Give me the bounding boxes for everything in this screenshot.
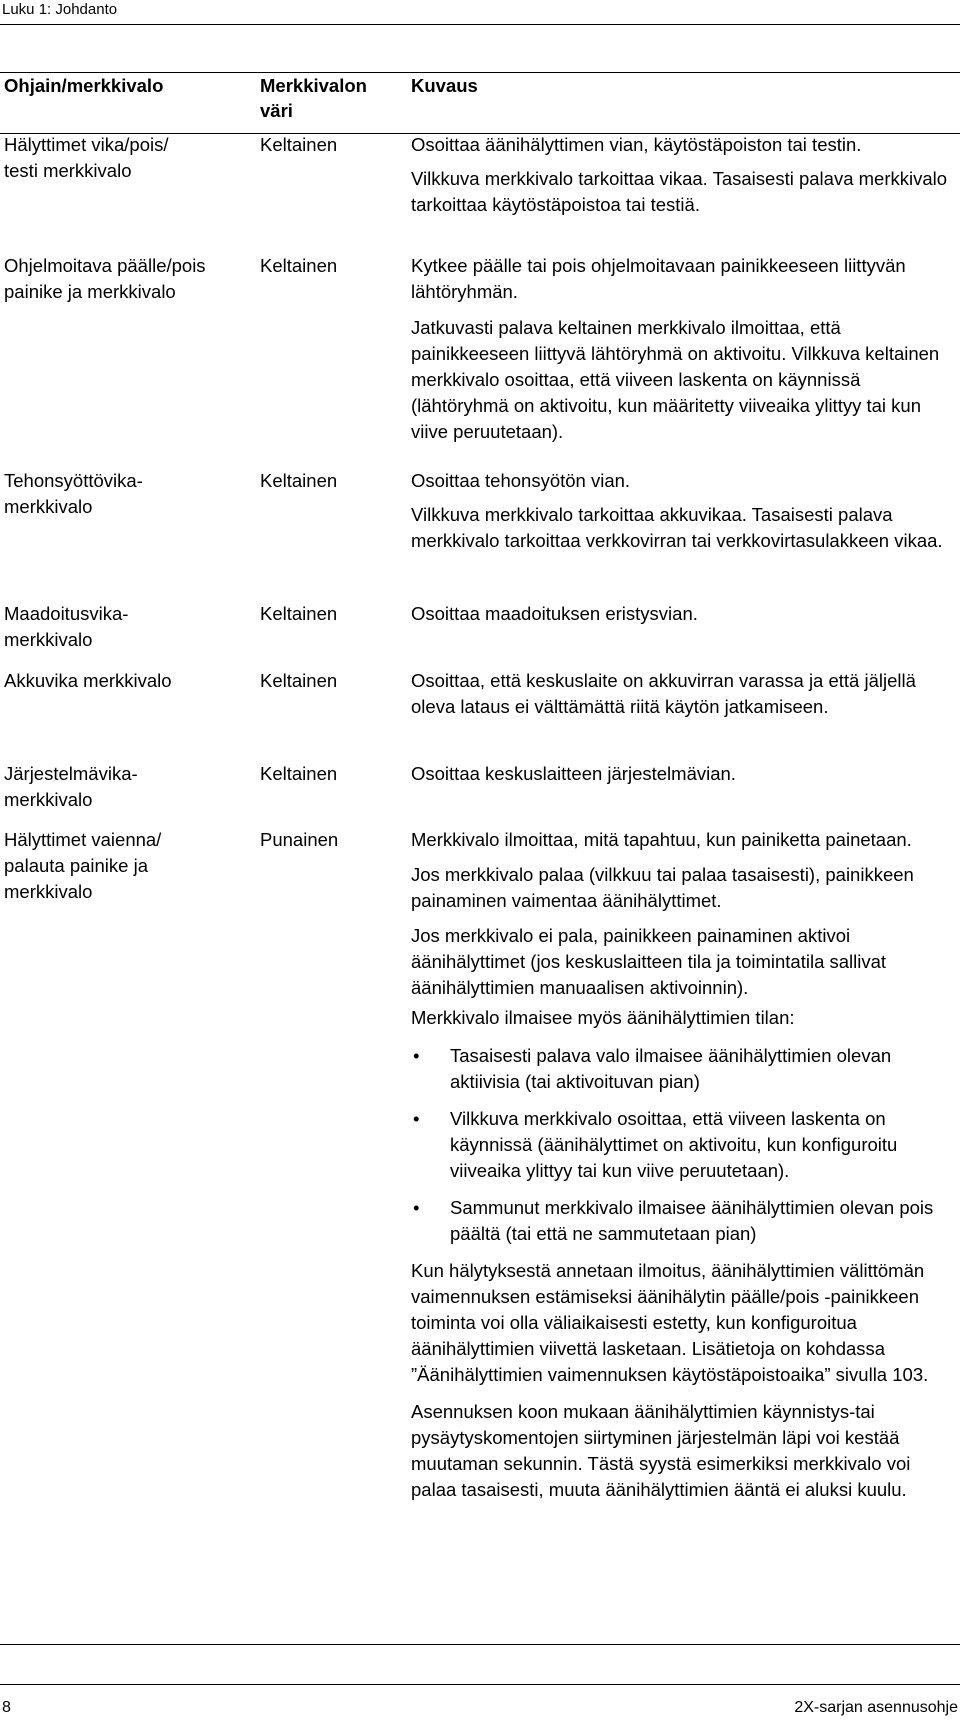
description-paragraph: Jos merkkivalo ei pala, painikkeen painaminen aktivoi äänihälyttimet (jos keskuslaitteen tila ja toimintatila sallivat äänihälyttimien manuaalisen aktivoinnin).: [411, 925, 887, 998]
description-paragraph: Jos merkkivalo palaa (vilkkuu tai palaa tasaisesti), painikkeen painaminen vaimentaa äänihälyttimet.: [411, 864, 914, 911]
list-item-text: Vilkkuva merkkivalo osoittaa, että viiveen laskenta on käynnissä (äänihälyttimet on aktivoitu, kun konfiguroitu viiveaika ylittyy tai kun viive peruutetaan).: [450, 1108, 898, 1181]
description-paragraph: Jatkuvasti palava keltainen merkkivalo ilmoittaa, että painikkeeseen liittyvä lähtöryhmä on aktivoitu. Vilkkuva keltainen merkkivalo osoittaa, että viiveen laskenta on käynnissä (lähtöryhmä on aktivoitu, kun määritetty viiveaika ylittyy tai kun viive peruutetaan).: [411, 317, 940, 442]
control-name: Akkuvika merkkivalo: [4, 670, 172, 691]
led-color: Punainen: [260, 829, 339, 850]
list-item-text: Tasaisesti palava valo ilmaisee äänihälyttimien olevan aktiivisia (tai aktivoituvan pian): [450, 1045, 892, 1092]
description-cell: [411, 668, 960, 720]
description-paragraph: Osoittaa äänihälyttimen vian, käytöstäpoiston tai testin.: [411, 134, 862, 155]
list-item: [411, 1106, 960, 1184]
led-color: Keltainen: [260, 255, 338, 276]
description-paragraph: Osoittaa, että keskuslaite on akkuvirran varassa ja että jäljellä oleva lataus ei välttämättä riitä käytön jatkamiseen.: [411, 670, 916, 717]
table-bottom-rule: [0, 1644, 960, 1645]
description-paragraph: Vilkkuva merkkivalo tarkoittaa vikaa. Tasaisesti palava merkkivalo tarkoittaa käytöstäpoistoa tai testiä.: [411, 168, 948, 215]
description-paragraph: Osoittaa maadoituksen eristysvian.: [411, 603, 698, 624]
description-paragraph: Kun hälytyksestä annetaan ilmoitus, äänihälyttimien välittömän vaimennuksen estämiseksi äänihälytin päälle/pois -painikkeen toiminta voi olla väliaikaisesti estetty, kun konfiguroitua äänihälyttimien viivettä lasketaan. Lisätietoja on kohdassa ”Äänihälyttimien vaimennuksen käytöstäpoistoaika” sivulla 103.: [411, 1260, 929, 1385]
led-color: Keltainen: [260, 603, 338, 624]
led-color: Keltainen: [260, 134, 338, 155]
description-paragraph: Vilkkuva merkkivalo tarkoittaa akkuvikaa. Tasaisesti palava merkkivalo tarkoittaa verkkovirran tai verkkovirtasulakkeen vikaa.: [411, 504, 943, 551]
description-cell: [411, 468, 960, 554]
bullet-icon: •: [413, 1045, 420, 1066]
control-name: Maadoitusvika-merkkivalo: [4, 603, 129, 650]
bullet-icon: •: [413, 1108, 420, 1129]
description-paragraph: Osoittaa tehonsyötön vian.: [411, 470, 631, 491]
description-paragraph: Merkkivalo ilmoittaa, mitä tapahtuu, kun painiketta painetaan.: [411, 829, 912, 850]
control-name: Tehonsyöttövika-merkkivalo: [4, 470, 143, 517]
list-item: [411, 1043, 960, 1095]
description-cell: [411, 253, 960, 445]
control-name: Hälyttimet vaienna/ palauta painike ja merkkivalo: [4, 829, 162, 902]
document-title: 2X-sarjan asennusohje: [794, 1699, 958, 1716]
led-color: Keltainen: [260, 670, 338, 691]
page-number: 8: [2, 1699, 11, 1716]
control-name: Ohjelmoitava päälle/pois painike ja merkkivalo: [4, 255, 206, 302]
column-header-control: Ohjain/merkkivalo: [4, 75, 164, 96]
description-paragraph: Merkkivalo ilmaisee myös äänihälyttimien tilan:: [411, 1007, 795, 1028]
description-cell: [411, 827, 960, 1503]
page-header: [0, 0, 960, 25]
column-header-description: Kuvaus: [411, 75, 478, 96]
description-paragraph: Kytkee päälle tai pois ohjelmoitavaan painikkeeseen liittyvän lähtöryhmän.: [411, 255, 906, 302]
status-bullet-list: [411, 1043, 960, 1247]
description-paragraph: Asennuksen koon mukaan äänihälyttimien käynnistys-tai pysäytyskomentojen siirtyminen järjestelmän läpi voi kestää muutaman sekunnin. Tästä syystä esimerkiksi merkkivalo voi palaa tasaisesti, muuta äänihälyttimien ääntä ei aluksi kuulu.: [411, 1401, 911, 1500]
bullet-icon: •: [413, 1197, 420, 1218]
description-paragraph: Osoittaa keskuslaitteen järjestelmävian.: [411, 763, 736, 784]
description-cell: [411, 132, 960, 218]
led-color: Keltainen: [260, 763, 338, 784]
description-cell: [411, 761, 960, 787]
led-color: Keltainen: [260, 470, 338, 491]
chapter-title: Luku 1: Johdanto: [2, 1, 118, 18]
control-name: Hälyttimet vika/pois/ testi merkkivalo: [4, 134, 169, 181]
list-item: [411, 1195, 960, 1247]
list-item-text: Sammunut merkkivalo ilmaisee äänihälyttimien olevan pois päältä (tai että ne sammutetaan pian): [450, 1197, 934, 1244]
description-cell: [411, 601, 960, 627]
column-header-color: Merkkivalon väri: [260, 75, 367, 121]
control-name: Järjestelmävika-merkkivalo: [4, 763, 138, 810]
page-footer: [0, 1684, 960, 1721]
